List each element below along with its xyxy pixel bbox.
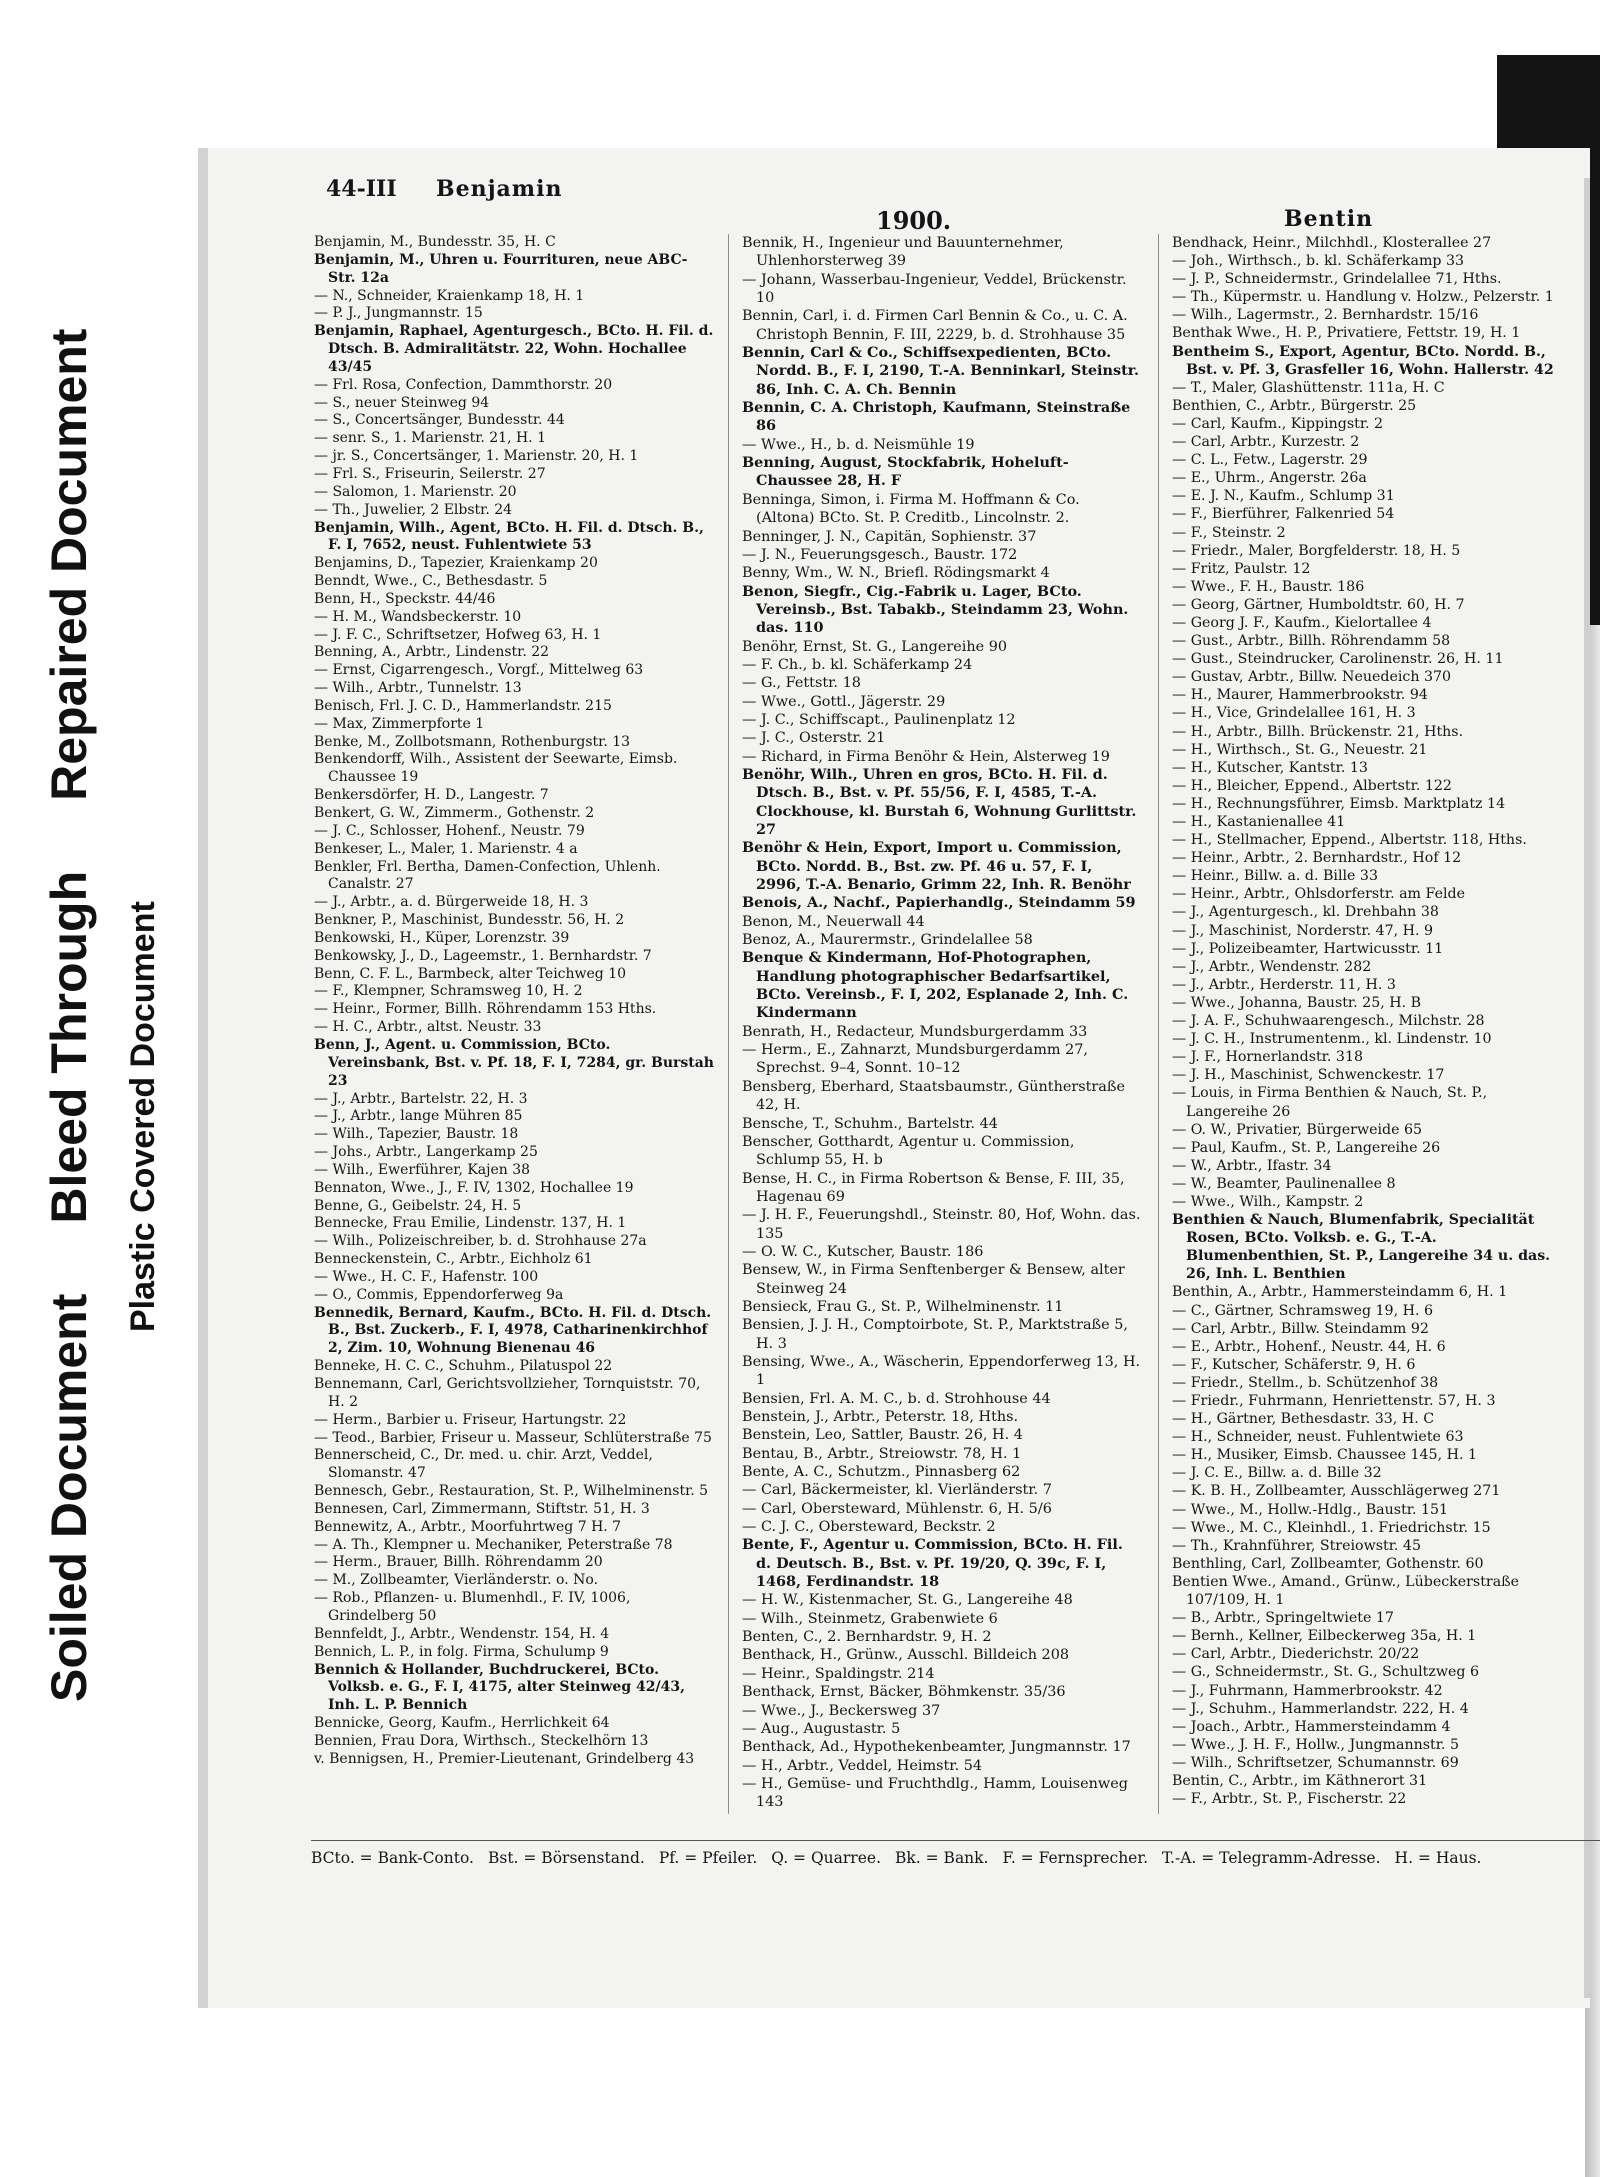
directory-entry: — Heinr., Arbtr., 2. Bernhardstr., Hof 12 [1172,850,1462,867]
directory-entry: — Georg J. F., Kaufm., Kielortallee 4 [1172,614,1432,631]
directory-entry: — M., Zollbeamter, Vierländerstr. o. No. [314,1572,599,1589]
directory-entry: — Gust., Arbtr., Billh. Röhrendamm 58 [1172,633,1451,650]
directory-entry: Benöhr, Wilh., Uhren en gros, BCto. H. Fil. d. Dtsch. B., Bst. v. Pf. 55/56, F. I, 4585, T.-A. Clockhouse, kl. Burstah 6, Wohnung Gurlittstr. 27 [742,765,1137,838]
directory-entry: Benthin, A., Arbtr., Hammersteindamm 6, H. 1 [1172,1284,1508,1301]
column-2 [742,234,1142,1812]
directory-entry: — H., Schneider, neust. Fuhlentwiete 63 [1172,1429,1464,1446]
directory-entry: — Herm., E., Zahnarzt, Mundsburgerdamm 27, Sprechst. 9–4, Sonnt. 10–12 [742,1042,1088,1077]
directory-entry: — Carl, Arbtr., Kurzestr. 2 [1172,434,1360,451]
directory-entry: — B., Arbtr., Springeltwiete 17 [1172,1610,1394,1627]
directory-entry: Benthling, Carl, Zollbeamter, Gothenstr. 60 [1172,1555,1484,1572]
directory-entry: Bensien, J. J. H., Comptoirbote, St. P., Marktstraße 5, H. 3 [742,1317,1128,1352]
directory-entry: — E., Arbtr., Hohenf., Neustr. 44, H. 6 [1172,1338,1446,1355]
directory-entry: Benneke, H. C. C., Schuhm., Pilatuspol 22 [314,1358,613,1375]
legend-item: F. = Fernsprecher. [1002,1849,1148,1867]
directory-entry: Bentin, C., Arbtr., im Käthnerort 31 [1172,1772,1428,1789]
directory-entry: — Carl, Arbtr., Billw. Steindamm 92 [1172,1320,1429,1337]
directory-entry: Benkowski, H., Küper, Lorenzstr. 39 [314,929,570,946]
directory-entry: — Paul, Kaufm., St. P., Langereihe 26 [1172,1139,1441,1156]
directory-entry: — H., Gemüse- und Fruchthdlg., Hamm, Louisenweg 143 [742,1775,1128,1811]
directory-entry: — K. B. H., Zollbeamter, Ausschlägerweg 271 [1172,1483,1501,1500]
legend-item: Bst. = Börsenstand. [487,1849,645,1867]
directory-entry: — Friedr., Stellm., b. Schützenhof 38 [1172,1374,1439,1391]
directory-entry: Benkler, Frl. Bertha, Damen-Confection, Uhlenh. Canalstr. 27 [314,858,661,893]
directory-entry: Benning, A., Arbtr., Lindenstr. 22 [314,644,550,661]
directory-entry: Benninger, J. N., Capitän, Sophienstr. 37 [742,528,1037,545]
directory-entry: — J. F., Hornerlandstr. 318 [1172,1049,1363,1066]
directory-entry: — Max, Zimmerpforte 1 [314,715,485,732]
directory-entry: — H., Arbtr., Billh. Brückenstr. 21, Hths. [1172,723,1464,740]
directory-entry: Benscher, Gotthardt, Agentur u. Commission, Schlump 55, H. b [742,1133,1075,1169]
directory-entry: Benjamin, Raphael, Agenturgesch., BCto. H. Fil. d. Dtsch. B. Admiralitätstr. 22, Wohn. Hochallee 43/45 [314,323,714,375]
directory-entry: Bennin, C. A. Christoph, Kaufmann, Steinstraße 86 [742,399,1131,435]
directory-entry: — Gustav, Arbtr., Billw. Neuedeich 370 [1172,669,1452,686]
directory-entry: Bennien, Frau Dora, Wirthsch., Steckelhörn 13 [314,1732,649,1749]
directory-entry: Benstein, Leo, Sattler, Baustr. 26, H. 4 [742,1427,1023,1444]
directory-entry: Bennik, H., Ingenieur und Bauunternehmer, Uhlenhorsterweg 39 [742,235,1064,270]
directory-entry: — Gust., Steindrucker, Carolinenstr. 26, H. 11 [1172,651,1504,668]
directory-entry: Bensche, T., Schuhm., Bartelstr. 44 [742,1115,998,1132]
directory-entry: — senr. S., 1. Marienstr. 21, H. 1 [314,430,546,447]
label-soiled-document: Soiled Document [41,1293,97,1702]
directory-entry: — Teod., Barbier, Friseur u. Masseur, Schlüterstraße 75 [314,1429,712,1446]
directory-entry: — Wwe., J. H. F., Hollw., Jungmannstr. 5 [1172,1736,1459,1753]
directory-entry: Benneckenstein, C., Arbtr., Eichholz 61 [314,1251,593,1268]
directory-entry: — J. N., Feuerungsgesch., Baustr. 172 [742,546,1018,563]
directory-entry: Benthien & Nauch, Blumenfabrik, Specialität Rosen, BCto. Volksb. e. G., T.-A. Blumenbenthien, St. P., Langereihe 34 u. das. 26, Inh. L. Benthien [1172,1212,1551,1283]
directory-entry: — J., Maschinist, Norderstr. 47, H. 9 [1172,922,1434,939]
label-bleed-through: Bleed Through [41,870,97,1224]
directory-entry: — Wwe., Gottl., Jägerstr. 29 [742,693,946,710]
directory-entry: Benthak Wwe., H. P., Privatiere, Fettstr. 19, H. 1 [1172,325,1521,342]
directory-entry: v. Bennigsen, H., Premier-Lieutenant, Grindelberg 43 [314,1750,695,1767]
directory-entry: — Herm., Barbier u. Friseur, Hartungstr. 22 [314,1411,627,1428]
directory-entry: Bennaton, Wwe., J., F. IV, 1302, Hochallee 19 [314,1179,634,1196]
directory-entry: — Herm., Brauer, Billh. Röhrendamm 20 [314,1554,603,1571]
directory-entry: Benstein, J., Arbtr., Peterstr. 18, Hths. [742,1409,1019,1425]
directory-entry: Benjamin, M., Uhren u. Fourrituren, neue ABC-Str. 12a [314,251,688,286]
directory-entry: Benn, J., Agent. u. Commission, BCto. Vereinsbank, Bst. v. Pf. 18, F. I, 7284, gr. Burstah 23 [314,1036,714,1089]
label-plastic-covered-document: Plastic Covered Document [124,901,162,1332]
directory-entry: — T., Maler, Glashüttenstr. 111a, H. C [1172,379,1445,396]
directory-entry: Bennich, L. P., in folg. Firma, Schulump 9 [314,1643,609,1660]
directory-entry: — F., Arbtr., St. P., Fischerstr. 22 [1172,1791,1407,1808]
directory-entry: — H., Arbtr., Veddel, Heimstr. 54 [742,1757,983,1774]
header-last-name: Bentin [1284,206,1374,232]
directory-entry: — H. C., Arbtr., altst. Neustr. 33 [314,1019,542,1036]
directory-entry: Bennemann, Carl, Gerichtsvollzieher, Tornquiststr. 70, H. 2 [314,1376,701,1410]
directory-entry: — Johann, Wasserbau-Ingenieur, Veddel, Brückenstr. 10 [742,271,1127,307]
directory-entry: — C. J. C., Obersteward, Beckstr. 2 [742,1519,996,1536]
directory-entry: — C., Gärtner, Schramsweg 19, H. 6 [1172,1302,1434,1319]
directory-entry: Benoz, A., Maurermstr., Grindelallee 58 [742,932,1033,949]
directory-entry: — F., Steinstr. 2 [1172,524,1286,541]
directory-entry: — O., Commis, Eppendorferweg 9a [314,1286,564,1303]
directory-entry: Benthack, H., Grünw., Ausschl. Billdeich 208 [742,1647,1070,1664]
directory-entry: Bennfeldt, J., Arbtr., Wendenstr. 154, H. 4 [314,1625,610,1642]
page-binding-edge [1584,178,1590,1998]
directory-entry: — Wilh., Steinmetz, Grabenwiete 6 [742,1610,998,1627]
directory-entry: — J. F. C., Schriftsetzer, Hofweg 63, H. 1 [314,626,602,643]
directory-entry: Bennich & Hollander, Buchdruckerei, BCto. Volksb. e. G., F. I, 4175, alter Steinweg 42/43, Inh. L. P. Bennich [314,1661,685,1714]
directory-entry: — J., Arbtr., lange Mühren 85 [314,1108,523,1125]
directory-entry: — Ernst, Cigarrengesch., Vorgf., Mittelweg 63 [314,662,644,679]
directory-entry: Bensing, Wwe., A., Wäscherin, Eppendorferweg 13, H. 1 [742,1353,1141,1389]
directory-entry: — H., Wirthsch., St. G., Neuestr. 21 [1172,741,1428,758]
directory-entry: — J. C., Schiffscapt., Paulinenplatz 12 [742,711,1016,728]
directory-entry: — O. W., Privatier, Bürgerweide 65 [1172,1121,1423,1138]
directory-entry: Benjamin, M., Bundesstr. 35, H. C [314,234,556,250]
directory-entry: — Aug., Augustastr. 5 [742,1720,901,1737]
directory-entry: — Th., Krahnführer, Streiowstr. 45 [1172,1537,1421,1554]
directory-entry: Bentau, B., Arbtr., Streiowstr. 78, H. 1 [742,1445,1022,1462]
directory-entry: — Carl, Obersteward, Mühlenstr. 6, H. 5/6 [742,1500,1052,1517]
directory-entry: Bentien Wwe., Amand., Grünw., Lübeckerstraße 107/109, H. 1 [1172,1573,1520,1609]
directory-entry: Benn, H., Speckstr. 44/46 [314,590,496,607]
directory-entry: Benke, M., Zollbotsmann, Rothenburgstr. 13 [314,733,631,750]
directory-entry: Benkendorff, Wilh., Assistent der Seewarte, Eimsb. Chaussee 19 [314,751,678,786]
directory-entry: Bentheim S., Export, Agentur, BCto. Nordd. B., Bst. v. Pf. 3, Grasfeller 16, Wohn. Hallerstr. 42 [1172,343,1554,378]
directory-entry: — Carl, Bäckermeister, kl. Vierländerstr. 7 [742,1482,1052,1499]
abbreviation-legend [311,1840,1600,1867]
directory-entry: Bente, A. C., Schutzm., Pinnasberg 62 [742,1464,1021,1481]
directory-entry: — E. J. N., Kaufm., Schlump 31 [1172,488,1395,505]
directory-entry: — F. Ch., b. kl. Schäferkamp 24 [742,656,973,673]
header-year: 1900. [876,206,952,235]
directory-columns [314,234,1584,1814]
directory-entry: — Heinr., Former, Billh. Röhrendamm 153 Hths. [314,1001,657,1018]
legend-item: H. = Haus. [1394,1849,1482,1867]
directory-entry: — J., Arbtr., Herderstr. 11, H. 3 [1172,976,1396,993]
directory-entry: Bendhack, Heinr., Milchhdl., Klosterallee 27 [1172,235,1492,251]
directory-entry: Benon, M., Neuerwall 44 [742,913,925,930]
directory-entry: Bensberg, Eberhard, Staatsbaumstr., Güntherstraße 42, H. [742,1078,1126,1114]
directory-entry: — C. L., Fetw., Lagerstr. 29 [1172,452,1368,469]
directory-entry: — Wilh., Schriftsetzer, Schumannstr. 69 [1172,1754,1459,1771]
directory-entry: — Wilh., Lagermstr., 2. Bernhardstr. 15/16 [1172,307,1479,324]
column-1 [314,234,714,1769]
directory-entry: Benndt, Wwe., C., Bethesdastr. 5 [314,573,548,590]
directory-entry: — S., neuer Steinweg 94 [314,394,490,411]
directory-entry: Bennewitz, A., Arbtr., Moorfuhrtweg 7 H. 7 [314,1518,622,1535]
directory-entry: — Carl, Arbtr., Diederichstr. 20/22 [1172,1646,1420,1663]
directory-entry: — P. J., Jungmannstr. 15 [314,305,483,322]
side-labels-large [40,102,98,2177]
directory-entry: Benthien, C., Arbtr., Bürgerstr. 25 [1172,397,1417,414]
legend-item: T.-A. = Telegramm-Adresse. [1162,1849,1381,1867]
directory-entry: — jr. S., Concertsänger, 1. Marienstr. 20, H. 1 [314,448,639,465]
directory-entry: Bensien, Frl. A. M. C., b. d. Strohhouse 44 [742,1390,1051,1407]
directory-entry: — J., Schuhm., Hammerlandstr. 222, H. 4 [1172,1700,1469,1717]
directory-entry: Bennin, Carl & Co., Schiffsexpedienten, BCto. Nordd. B., F. I, 2190, T.-A. Benninkarl, Steinstr. 86, Inh. C. A. Ch. Bennin [742,344,1139,398]
directory-entry: — O. W. C., Kutscher, Baustr. 186 [742,1243,984,1260]
directory-entry: — J., Fuhrmann, Hammerbrookstr. 42 [1172,1682,1443,1699]
directory-entry: — J., Arbtr., Wendenstr. 282 [1172,958,1372,975]
directory-entry: — J. H., Maschinist, Schwenckestr. 17 [1172,1067,1445,1084]
directory-entry: — H. W., Kistenmacher, St. G., Langereihe 48 [742,1592,1073,1609]
directory-entry: — Joh., Wirthsch., b. kl. Schäferkamp 33 [1172,253,1465,270]
directory-entry: — H., Musiker, Eimsb. Chaussee 145, H. 1 [1172,1447,1478,1464]
directory-entry: — Salomon, 1. Marienstr. 20 [314,483,517,500]
directory-entry: — J. P., Schneidermstr., Grindelallee 71, Hths. [1172,271,1502,288]
directory-entry: — A. Th., Klempner u. Mechaniker, Peterstraße 78 [314,1536,673,1553]
legend-item: Q. = Quarree. [771,1849,881,1867]
directory-entry: Benne, G., Geibelstr. 24, H. 5 [314,1197,522,1214]
directory-entry: Benkowsky, J., D., Lageemstr., 1. Bernhardstr. 7 [314,947,652,964]
directory-entry: Benten, C., 2. Bernhardstr. 9, H. 2 [742,1629,992,1646]
directory-entry: — G., Schneidermstr., St. G., Schultzweg 6 [1172,1664,1479,1681]
directory-entry: Bennesen, Carl, Zimmermann, Stiftstr. 51, H. 3 [314,1500,650,1517]
directory-entry: Bennesch, Gebr., Restauration, St. P., Wilhelminenstr. 5 [314,1483,709,1500]
directory-entry: — Wwe., F. H., Baustr. 186 [1172,578,1365,595]
directory-entry: Benöhr & Hein, Export, Import u. Commission, BCto. Nordd. B., Bst. zw. Pf. 46 u. 57, F. I, 2996, T.-A. Benario, Grimm 22, Inh. R. Benöhr [742,839,1131,894]
directory-entry: — J., Arbtr., Bartelstr. 22, H. 3 [314,1090,528,1107]
directory-entry: Benthack, Ernst, Bäcker, Böhmkenstr. 35/36 [742,1684,1066,1701]
directory-entry: — H., Rechnungsführer, Eimsb. Marktplatz 14 [1172,795,1506,812]
directory-entry: — Fritz, Paulstr. 12 [1172,560,1311,577]
page-content [216,148,1582,2008]
directory-entry: — F., Bierführer, Falkenried 54 [1172,506,1395,523]
directory-entry: Bente, F., Agentur u. Commission, BCto. H. Fil. d. Deutsch. B., Bst. v. Pf. 19/20, Q. 39c, F. I, 1468, Ferdinandstr. 18 [742,1536,1123,1591]
directory-entry: — Rob., Pflanzen- u. Blumenhdl., F. IV, 1006, Grindelberg 50 [314,1590,631,1624]
directory-entry: Benois, A., Nachf., Papierhandlg., Steindamm 59 [742,894,1136,912]
directory-entry: — H., Maurer, Hammerbrookstr. 94 [1172,687,1428,704]
side-label-small [124,0,163,2177]
directory-entry: Bennicke, Georg, Kaufm., Herrlichkeit 64 [314,1715,610,1732]
directory-entry: — Wwe., H., b. d. Neismühle 19 [742,436,975,453]
directory-entry: — J. H. F., Feuerungshdl., Steinstr. 80, Hof, Wohn. das. 135 [742,1207,1141,1242]
directory-entry: — J. C. H., Instrumentenm., kl. Lindenstr. 10 [1172,1031,1492,1048]
directory-entry: — J. C., Schlosser, Hohenf., Neustr. 79 [314,822,585,839]
directory-entry: — S., Concertsänger, Bundesstr. 44 [314,412,565,429]
directory-entry: Benn, C. F. L., Barmbeck, alter Teichweg 10 [314,965,627,982]
directory-entry: — H. M., Wandsbeckerstr. 10 [314,608,522,625]
directory-entry: Bennerscheid, C., Dr. med. u. chir. Arzt, Veddel, Slomanstr. 47 [314,1447,653,1482]
directory-entry: — Wwe., M., Hollw.-Hdlg., Baustr. 151 [1172,1501,1449,1518]
directory-entry: — Heinr., Billw. a. d. Bille 33 [1172,868,1378,885]
directory-entry: Benöhr, Ernst, St. G., Langereihe 90 [742,638,1008,655]
directory-entry: — Wwe., M. C., Kleinhdl., 1. Friedrichstr. 15 [1172,1519,1491,1536]
directory-entry: Benkert, G. W., Zimmerm., Gothenstr. 2 [314,805,595,821]
directory-entry: — N., Schneider, Kraienkamp 18, H. 1 [314,287,585,304]
directory-entry: Bennedik, Bernard, Kaufm., BCto. H. Fil. d. Dtsch. B., Bst. Zuckerb., F. I, 4978, Catharinenkirchhof 2, Zim. 10, Wohnung Bienenau 46 [314,1304,712,1357]
directory-entry: — Johs., Arbtr., Langerkamp 25 [314,1144,538,1161]
directory-entry: — Bernh., Kellner, Eilbeckerweg 35a, H. 1 [1172,1628,1477,1645]
directory-entry: — Carl, Kaufm., Kippingstr. 2 [1172,415,1384,432]
directory-entry: — Wilh., Polizeischreiber, b. d. Strohhause 27a [314,1233,647,1250]
directory-entry: — Richard, in Firma Benöhr & Hein, Alsterweg 19 [742,748,1110,765]
page-header [216,172,1582,235]
directory-entry: — H., Kutscher, Kantstr. 13 [1172,759,1368,776]
directory-entry: Benkeser, L., Maler, 1. Marienstr. 4 a [314,840,578,857]
directory-entry: Bennin, Carl, i. d. Firmen Carl Bennin & Co., u. C. A. Christoph Bennin, F. III, 2229, b. d. Strohhause 35 [742,308,1128,343]
directory-entry: — J. A. F., Schuhwaarengesch., Milchstr. 28 [1172,1013,1485,1030]
directory-entry: — H., Vice, Grindelallee 161, H. 3 [1172,705,1416,722]
directory-entry: — Wwe., J., Beckersweg 37 [742,1702,941,1719]
directory-entry: — Frl. S., Friseurin, Seilerstr. 27 [314,465,546,482]
directory-entry: — Louis, in Firma Benthien & Nauch, St. P., Langereihe 26 [1172,1085,1488,1120]
directory-entry: — J., Arbtr., a. d. Bürgerweide 18, H. 3 [314,894,589,911]
legend-item: Bk. = Bank. [895,1849,989,1867]
directory-entry: — G., Fettstr. 18 [742,675,861,692]
directory-entry: Benrath, H., Redacteur, Mundsburgerdamm 33 [742,1023,1088,1040]
directory-entry: — Wwe., Johanna, Baustr. 25, H. B [1172,994,1422,1011]
directory-entry: — Friedr., Fuhrmann, Henriettenstr. 57, H. 3 [1172,1393,1496,1409]
directory-entry: Benjamins, D., Tapezier, Kraienkamp 20 [314,555,598,572]
directory-entry: Bennecke, Frau Emilie, Lindenstr. 137, H. 1 [314,1215,627,1232]
directory-entry: — W., Arbtr., Ifastr. 34 [1172,1157,1332,1174]
directory-entry: Benkersdörfer, H. D., Langestr. 7 [314,787,549,804]
document-page [198,148,1590,2008]
directory-entry: — Wwe., H. C. F., Hafenstr. 100 [314,1268,539,1285]
directory-entry: — Joach., Arbtr., Hammersteindamm 4 [1172,1718,1451,1735]
directory-entry: — Th., Juwelier, 2 Elbstr. 24 [314,501,513,518]
directory-entry: Benisch, Frl. J. C. D., Hammerlandstr. 215 [314,697,612,714]
header-first-name: Benjamin [436,176,563,202]
directory-entry: Benny, Wm., W. N., Briefl. Rödingsmarkt 4 [742,565,1050,582]
directory-entry: — Wilh., Ewerführer, Kajen 38 [314,1161,531,1178]
directory-entry: Bensieck, Frau G., St. P., Wilhelminenstr. 11 [742,1298,1064,1315]
directory-entry: — W., Beamter, Paulinenallee 8 [1172,1175,1396,1192]
label-repaired-document: Repaired Document [41,328,97,801]
directory-entry: — E., Uhrm., Angerstr. 26a [1172,470,1367,487]
directory-entry: — J. C., Osterstr. 21 [742,730,886,747]
directory-entry: — J., Agenturgesch., kl. Drehbahn 38 [1172,904,1439,921]
directory-entry: — Georg, Gärtner, Humboldtstr. 60, H. 7 [1172,596,1465,613]
directory-entry: — H., Stellmacher, Eppend., Albertstr. 118, Hths. [1172,832,1527,849]
directory-entry: — Friedr., Maler, Borgfelderstr. 18, H. 5 [1172,542,1461,559]
directory-entry: Benjamin, Wilh., Agent, BCto. H. Fil. d. Dtsch. B., F. I, 7652, neust. Fuhlentwiete 53 [314,519,704,554]
column-3 [1172,234,1572,1808]
directory-entry: — Heinr., Spaldingstr. 214 [742,1665,935,1682]
directory-entry: — Th., Küpermstr. u. Handlung v. Holzw., Pelzerstr. 1 [1172,289,1554,306]
directory-entry: Benque & Kindermann, Hof-Photographen, Handlung photographischer Bedarfsartikel, BCto. Vereinsb., F. I, 202, Esplanade 2, Inh. C. Kindermann [742,949,1129,1022]
directory-entry: — Wwe., Wilh., Kampstr. 2 [1172,1193,1364,1210]
directory-entry: — F., Klempner, Schramsweg 10, H. 2 [314,983,583,1000]
directory-entry: — H., Bleicher, Eppend., Albertstr. 122 [1172,777,1452,794]
legend-item: BCto. = Bank-Conto. [311,1849,474,1867]
directory-entry: Benninga, Simon, i. Firma M. Hoffmann & Co. (Altona) BCto. St. P. Creditb., Lincolnstr. 2. [742,491,1080,527]
directory-entry: — Heinr., Arbtr., Ohlsdorferstr. am Felde [1172,886,1466,903]
directory-entry: Bense, H. C., in Firma Robertson & Bense, F. III, 35, Hagenau 69 [742,1170,1125,1205]
directory-entry: Benning, August, Stockfabrik, Hoheluft-Chaussee 28, H. F [742,454,1069,490]
directory-entry: — J. C. E., Billw. a. d. Bille 32 [1172,1465,1382,1482]
legend-item: Pf. = Pfeiler. [658,1849,758,1867]
directory-entry: — Wilh., Tapezier, Baustr. 18 [314,1126,519,1143]
directory-entry: Bensew, W., in Firma Senftenberger & Bensew, alter Steinweg 24 [742,1262,1125,1297]
page-number: 44-III [326,176,397,202]
directory-entry: — Wilh., Arbtr., Tunnelstr. 13 [314,680,522,697]
directory-entry: — J., Polizeibeamter, Hartwicusstr. 11 [1172,940,1444,957]
directory-entry: — F., Kutscher, Schäferstr. 9, H. 6 [1172,1356,1416,1373]
directory-entry: — H., Gärtner, Bethesdastr. 33, H. C [1172,1411,1435,1428]
directory-entry: Benthack, Ad., Hypothekenbeamter, Jungmannstr. 17 [742,1739,1131,1756]
directory-entry: — Frl. Rosa, Confection, Dammthorstr. 20 [314,376,613,393]
directory-entry: — H., Kastanienallee 41 [1172,814,1346,830]
directory-entry: Benkner, P., Maschinist, Bundesstr. 56, H. 2 [314,912,625,929]
directory-entry: Benon, Siegfr., Cig.-Fabrik u. Lager, BCto. Vereinsb., Bst. Tabakb., Steindamm 23, Wohn. das. 110 [742,582,1129,637]
